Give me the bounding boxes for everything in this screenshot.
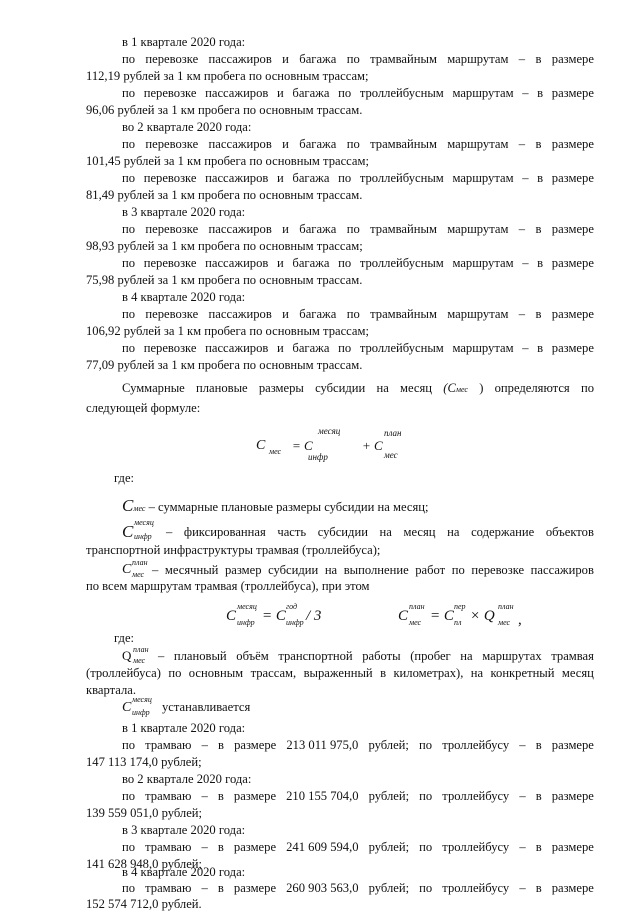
word: – xyxy=(519,840,526,854)
formula-superscript: план xyxy=(132,558,148,567)
word: в xyxy=(535,789,542,803)
formula-comma: , xyxy=(518,612,522,628)
word: – xyxy=(201,738,208,752)
word: объём xyxy=(236,649,269,663)
word: троллейбусу xyxy=(442,738,510,752)
word: на xyxy=(470,666,484,680)
word: и xyxy=(282,52,289,66)
word: троллейбусным xyxy=(359,86,444,100)
word: багажа xyxy=(299,52,337,66)
word: в xyxy=(217,881,224,895)
text-line: 81,49 рублей за 1 км пробега по основным трассам. xyxy=(86,188,363,202)
word: содержание xyxy=(471,525,535,539)
word: размере xyxy=(234,738,277,752)
word: перевозке xyxy=(145,52,199,66)
word: по xyxy=(122,52,136,66)
word: троллейбусным xyxy=(359,256,444,270)
text-line: 106,92 рублей за 1 км пробега по основным трассам; xyxy=(86,324,369,338)
word: Суммарные xyxy=(122,381,185,395)
word: и xyxy=(277,171,284,185)
word: по xyxy=(346,307,360,321)
word: – xyxy=(522,341,529,355)
word: троллейбусу xyxy=(442,789,510,803)
text-line: 139 559 051,0 рублей; xyxy=(86,806,203,820)
word: по xyxy=(122,86,136,100)
formula-subscript: мес xyxy=(133,656,146,665)
word: 241 609 594,0 xyxy=(286,840,359,854)
word: багажа xyxy=(292,256,330,270)
word: перевозке xyxy=(471,563,525,577)
word: трамвайным xyxy=(370,137,437,151)
quarter-heading: в 4 квартале 2020 года: xyxy=(122,865,246,879)
formula-superscript: пер xyxy=(454,602,466,611)
word: по xyxy=(419,840,433,854)
word: на xyxy=(376,381,389,395)
word: маршрутам xyxy=(452,256,514,270)
word: – xyxy=(519,738,526,752)
word: маршрутам xyxy=(452,86,514,100)
justified-line xyxy=(122,306,594,322)
word: пассажиров xyxy=(208,52,272,66)
word: маршрутам xyxy=(447,307,509,321)
word: – xyxy=(519,789,526,803)
word: по xyxy=(346,222,360,236)
formula-times: × Q xyxy=(470,608,495,624)
formula-subscript: мес xyxy=(384,450,398,460)
word: трамваю xyxy=(145,881,192,895)
word: размере xyxy=(551,171,594,185)
word: – xyxy=(201,840,208,854)
word: размере xyxy=(551,881,594,895)
formula-subscript: пл xyxy=(454,618,462,627)
word: размеры xyxy=(258,381,304,395)
word: в xyxy=(218,738,224,752)
justified-line xyxy=(122,136,594,152)
formula-superscript: план xyxy=(409,602,425,611)
formula-symbol: C xyxy=(122,496,134,515)
text-line: 152 574 712,0 рублей. xyxy=(86,897,202,911)
text-line: 147 113 174,0 рублей; xyxy=(86,755,202,769)
formula-subscript: инфр xyxy=(237,618,255,627)
word: троллейбусным xyxy=(359,171,444,185)
word: субсидии xyxy=(268,563,319,577)
word: трамвая xyxy=(551,649,594,663)
quarter-heading: в 4 квартале 2020 года: xyxy=(122,290,246,304)
word: пассажиров xyxy=(205,86,269,100)
quarter-heading: во 2 квартале 2020 года: xyxy=(122,772,252,786)
word: в xyxy=(380,666,387,680)
justified-line xyxy=(122,221,594,237)
formula-superscript: год xyxy=(286,602,298,611)
word: определяются xyxy=(494,381,570,395)
word: размере xyxy=(233,881,277,895)
word: в xyxy=(535,881,542,895)
word: месяц xyxy=(561,666,594,680)
formula-subscript: мес xyxy=(455,385,468,394)
word: по xyxy=(338,256,352,270)
formula-infra-and-plan xyxy=(226,602,526,636)
word: рублей; xyxy=(368,840,410,854)
formula-symbol: C xyxy=(256,438,266,453)
word: размере xyxy=(551,840,594,854)
text-line: 141 628 948,0 рублей; xyxy=(86,857,203,871)
formula-superscript: план xyxy=(384,428,402,438)
word: ) xyxy=(479,381,484,395)
word: – xyxy=(519,881,526,895)
word: размере xyxy=(233,840,277,854)
formula-subscript: инфр xyxy=(286,618,304,627)
word: пассажиров xyxy=(205,171,269,185)
text-line: квартала. xyxy=(86,683,136,697)
justified-line xyxy=(152,562,594,578)
text-line: 112,19 рублей за 1 км пробега по основным трассам; xyxy=(86,69,369,83)
text-line: транспортной инфраструктуры трамвая (троллейбуса); xyxy=(86,543,381,557)
establish-line xyxy=(122,694,322,718)
word: пассажиров xyxy=(208,307,272,321)
formula-subscript: мес xyxy=(409,618,422,627)
formula-symbol: C xyxy=(122,522,134,541)
word: пассажиров xyxy=(205,341,269,355)
word: багажа xyxy=(299,137,337,151)
word: трамваю xyxy=(145,840,192,854)
word: в xyxy=(217,789,224,803)
word: рублей; xyxy=(368,789,410,803)
word: маршрутам xyxy=(452,171,514,185)
where-label: где: xyxy=(114,631,135,645)
formula-equals: = C xyxy=(262,608,286,624)
formula-superscript: месяц xyxy=(318,426,341,436)
text-line: 77,09 рублей за 1 км пробега по основным трассам. xyxy=(86,358,363,372)
word: перевозке xyxy=(143,86,197,100)
q-definition xyxy=(122,644,594,666)
formula-superscript: месяц xyxy=(132,695,152,704)
text-line: по всем маршрутам трамвая (троллейбуса), при этом xyxy=(86,579,370,593)
word: перевозке xyxy=(143,171,197,185)
word: трамвайным xyxy=(370,52,437,66)
word: пассажиров xyxy=(530,563,594,577)
definition-1 xyxy=(122,496,429,519)
word: размере xyxy=(233,789,277,803)
word: размере xyxy=(551,256,594,270)
word: по xyxy=(122,307,136,321)
formula-subscript: инфр xyxy=(308,452,328,462)
word: в xyxy=(537,86,544,100)
word: в xyxy=(537,171,544,185)
word: рублей; xyxy=(368,881,410,895)
word: по xyxy=(122,222,136,236)
word: – xyxy=(201,789,208,803)
word: часть xyxy=(277,525,307,539)
word: 213 011 975,0 xyxy=(286,738,359,752)
justified-line xyxy=(122,85,594,101)
formula-superscript: план xyxy=(133,645,149,654)
quarter-heading: в 3 квартале 2020 года: xyxy=(122,823,246,837)
justified-line xyxy=(122,51,594,67)
justified-line xyxy=(122,880,594,896)
word: багажа xyxy=(292,171,330,185)
formula-symbol: C xyxy=(122,562,132,577)
word: трассам, xyxy=(250,666,297,680)
word: в xyxy=(535,840,542,854)
word: в xyxy=(535,137,542,151)
word: маршрутам xyxy=(447,137,509,151)
word: на xyxy=(460,649,473,663)
word: (Cмес xyxy=(443,381,468,395)
word: – xyxy=(522,171,529,185)
word: перевозке xyxy=(145,137,199,151)
justified-line xyxy=(122,340,594,356)
word: – xyxy=(152,563,159,577)
formula-symbol: Q xyxy=(122,648,132,663)
word: месяц xyxy=(403,525,436,539)
quarter-heading: в 3 квартале 2020 года: xyxy=(122,205,246,219)
word: – xyxy=(518,307,526,321)
word: и xyxy=(277,256,284,270)
where-label: где: xyxy=(114,471,135,485)
justified-line-sum xyxy=(122,380,594,398)
justified-line xyxy=(122,839,594,855)
formula-symbol: C xyxy=(398,608,409,624)
word: перевозке xyxy=(145,222,199,236)
word: по xyxy=(338,341,352,355)
formula-subscript: мес xyxy=(498,618,511,627)
word: выраженный xyxy=(303,666,373,680)
word: багажа xyxy=(292,86,330,100)
word: багажа xyxy=(299,222,337,236)
justified-line xyxy=(122,737,594,753)
word: в xyxy=(535,222,542,236)
justified-line xyxy=(166,524,594,540)
word: – xyxy=(166,525,173,539)
word: багажа xyxy=(292,341,330,355)
word: плановые xyxy=(195,381,248,395)
word: маршрутах xyxy=(482,649,542,663)
word: 210 155 704,0 xyxy=(286,789,359,803)
word: (пробег xyxy=(410,649,451,663)
formula-symbol: C xyxy=(122,700,132,715)
text-line: 98,93 рублей за 1 км пробега по основным трассам; xyxy=(86,239,363,253)
word: и xyxy=(277,341,284,355)
word: размере xyxy=(551,222,594,236)
word: в xyxy=(537,256,544,270)
word: работ xyxy=(415,563,446,577)
word: по xyxy=(419,789,433,803)
word: трамваю xyxy=(145,789,192,803)
word: по xyxy=(338,86,352,100)
word: 260 903 563,0 xyxy=(286,881,359,895)
justified-line xyxy=(158,648,594,664)
formula-superscript: месяц xyxy=(237,602,257,611)
quarter-heading: в 1 квартале 2020 года: xyxy=(122,35,246,49)
word: по xyxy=(338,171,352,185)
word: – xyxy=(522,86,529,100)
word: – xyxy=(158,649,165,663)
word: троллейбусу xyxy=(442,881,510,895)
word: маршрутам xyxy=(447,52,509,66)
word: в xyxy=(535,52,542,66)
word: пассажиров xyxy=(205,256,269,270)
word: размере xyxy=(551,341,594,355)
word: трамваю xyxy=(145,738,192,752)
word: размере xyxy=(551,86,594,100)
word: пассажиров xyxy=(208,137,272,151)
word: маршрутам xyxy=(452,341,514,355)
word: троллейбусным xyxy=(359,341,444,355)
formula-subscript: мес xyxy=(269,447,282,456)
justified-line xyxy=(122,788,594,804)
justified-line xyxy=(122,170,594,186)
word: работы xyxy=(362,649,401,663)
word: перевозке xyxy=(143,256,197,270)
word: размере xyxy=(551,789,594,803)
word: и xyxy=(282,137,289,151)
word: транспортной xyxy=(278,649,353,663)
word: по xyxy=(122,881,136,895)
word: субсидии xyxy=(315,381,366,395)
justified-line xyxy=(86,665,594,681)
word: размер xyxy=(224,563,262,577)
word: на xyxy=(447,525,460,539)
word: по xyxy=(122,256,136,270)
word: по xyxy=(122,840,136,854)
formula-subscript: мес xyxy=(132,570,145,579)
formula-monthly-sum xyxy=(256,426,436,476)
word: месяц xyxy=(400,381,433,395)
word: по xyxy=(122,738,136,752)
formula-subscript: мес xyxy=(133,504,146,513)
word: трамвайным xyxy=(370,307,437,321)
word: рублей; xyxy=(368,738,409,752)
justified-line xyxy=(122,255,594,271)
word: размере xyxy=(551,307,594,321)
word: маршрутам xyxy=(447,222,509,236)
word: трамвайным xyxy=(370,222,437,236)
word: размере xyxy=(551,738,594,752)
formula-equals: = C xyxy=(292,438,313,453)
formula-subscript: инфр xyxy=(132,708,150,717)
word: – xyxy=(518,222,526,236)
word: фиксированная xyxy=(183,525,266,539)
word: по xyxy=(346,137,360,151)
word: и xyxy=(282,307,289,321)
word: на xyxy=(324,563,338,577)
text-line: устанавливается xyxy=(162,700,251,714)
word: – xyxy=(522,256,529,270)
text-line: 96,06 рублей за 1 км пробега по основным трассам. xyxy=(86,103,363,117)
word: конкретный xyxy=(490,666,555,680)
word: размере xyxy=(551,137,594,151)
word: в xyxy=(535,307,542,321)
text-line: 101,45 рублей за 1 км пробега по основным трассам; xyxy=(86,154,369,168)
word: субсидии xyxy=(317,525,368,539)
formula-symbol: C xyxy=(226,608,237,624)
word: перевозке xyxy=(145,307,199,321)
formula-superscript: план xyxy=(498,602,514,611)
word: на xyxy=(379,525,392,539)
quarter-heading: во 2 квартале 2020 года: xyxy=(122,120,252,134)
word: по xyxy=(451,563,465,577)
formula-equals: = C xyxy=(430,608,454,624)
word: (троллейбуса) xyxy=(86,666,161,680)
word: основным xyxy=(188,666,244,680)
word: месячный xyxy=(164,563,219,577)
word: по xyxy=(122,171,136,185)
definition-text: – суммарные плановые размеры субсидии на месяц; xyxy=(145,500,429,514)
word: по xyxy=(122,789,136,803)
word: по xyxy=(122,341,136,355)
word: по xyxy=(419,738,433,752)
word: троллейбусу xyxy=(442,840,510,854)
text-line: 75,98 рублей за 1 км пробега по основным трассам. xyxy=(86,273,363,287)
formula-subscript: инфр xyxy=(134,532,152,541)
word: по xyxy=(419,881,433,895)
word: по xyxy=(122,137,136,151)
word: в xyxy=(217,840,224,854)
text-line: следующей формуле: xyxy=(86,401,201,415)
word: и xyxy=(282,222,289,236)
word: километрах), xyxy=(393,666,464,680)
word: – xyxy=(518,52,526,66)
word: объектов xyxy=(545,525,594,539)
quarter-heading: в 1 квартале 2020 года: xyxy=(122,721,246,735)
word: по xyxy=(168,666,182,680)
word: по xyxy=(580,381,594,395)
definition-3 xyxy=(122,558,594,580)
word: в xyxy=(537,341,544,355)
word: – xyxy=(201,881,208,895)
formula-plus: + C xyxy=(362,438,383,453)
word: перевозке xyxy=(143,341,197,355)
word: и xyxy=(277,86,284,100)
word: выполнение xyxy=(343,563,409,577)
word: багажа xyxy=(299,307,337,321)
word: по xyxy=(346,52,360,66)
word: в xyxy=(535,738,542,752)
formula-superscript: месяц xyxy=(134,518,154,527)
definition-2 xyxy=(122,518,594,544)
formula-divide: / 3 xyxy=(306,608,322,624)
word: размере xyxy=(551,52,594,66)
word: – xyxy=(518,137,526,151)
word: плановый xyxy=(173,649,227,663)
word: пассажиров xyxy=(208,222,272,236)
